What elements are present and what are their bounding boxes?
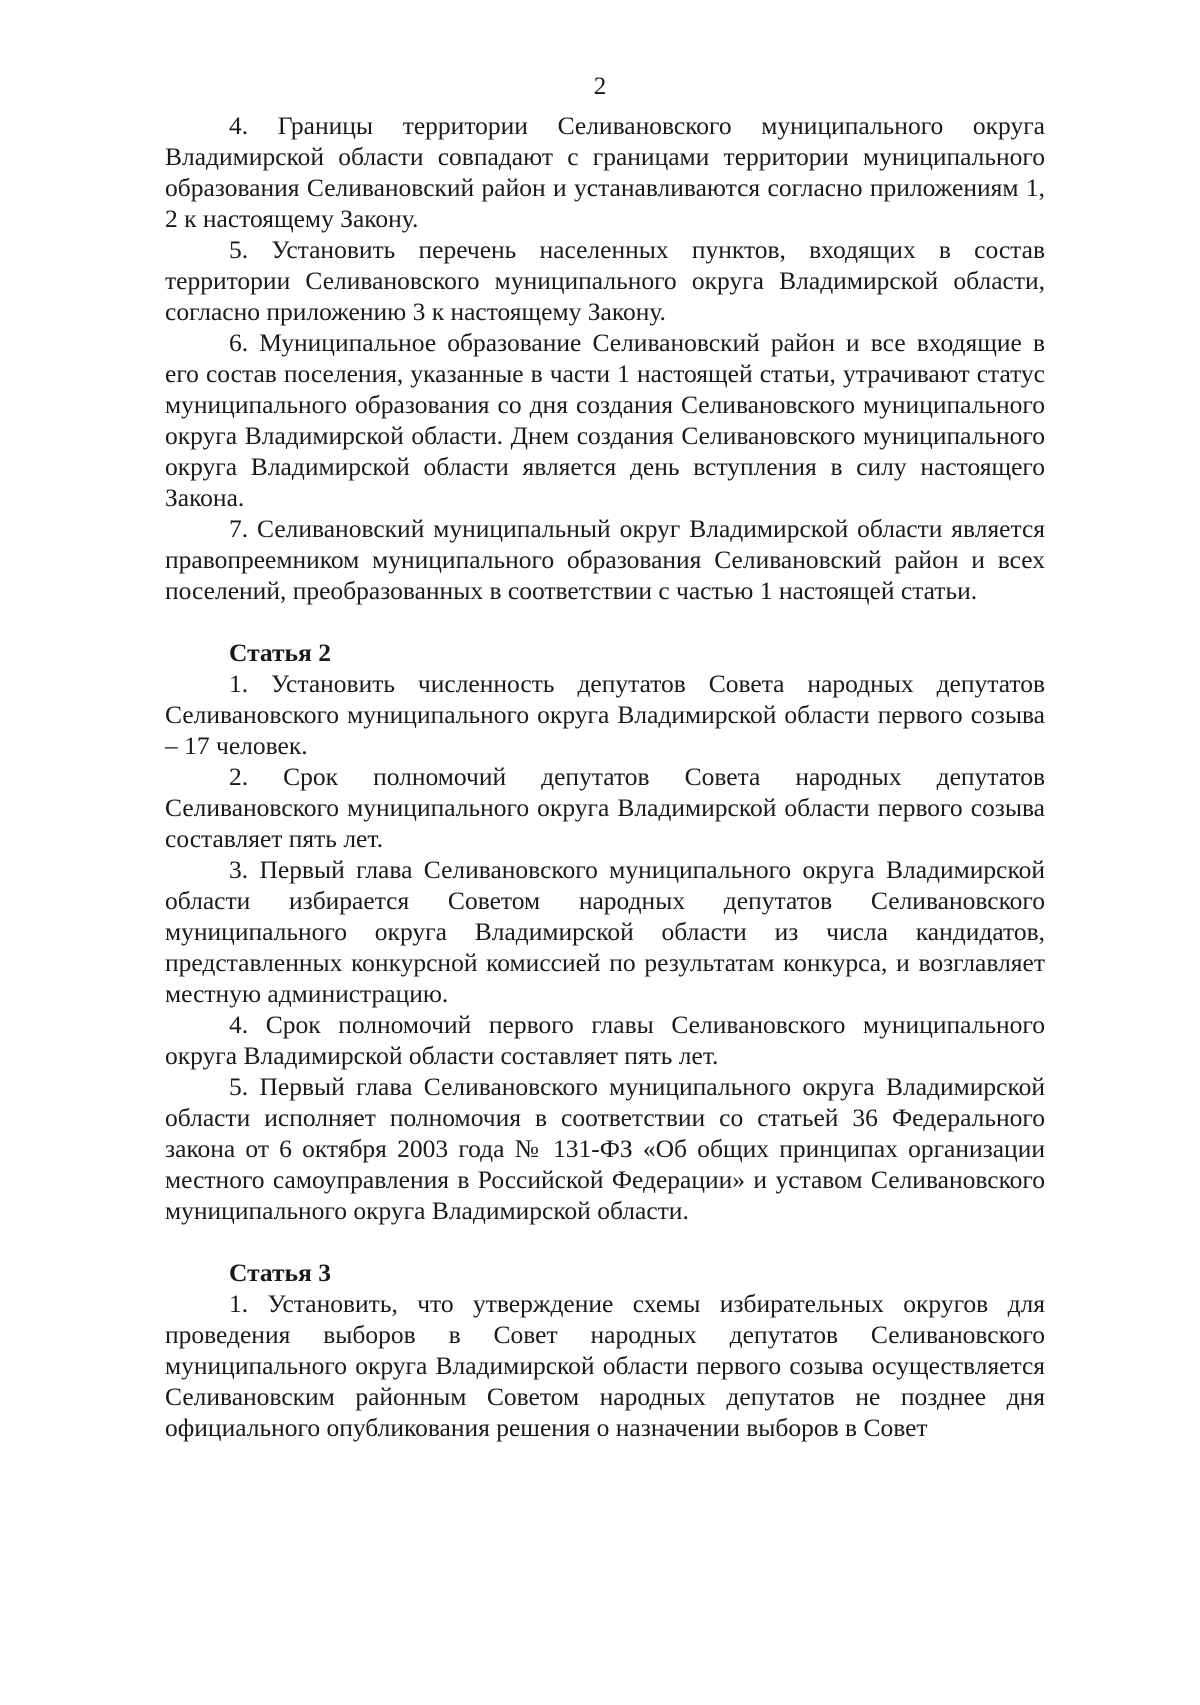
article-3-heading: Статья 3 (229, 1258, 331, 1287)
paragraph-1-5: 5. Установить перечень населенных пунктов, входящих в состав территории Селивановского муниципального округа Владимирской области, согласно приложению 3 к настоящему Закону. (165, 235, 1045, 326)
article-2-heading: Статья 2 (229, 638, 331, 667)
page-number: 2 (593, 73, 607, 100)
paragraph-2-2: 2. Срок полномочий депутатов Совета народных депутатов Селивановского муниципального округа Владимирской области первого созыва составляет пять лет. (165, 762, 1045, 853)
paragraph-2-3: 3. Первый глава Селивановского муниципального округа Владимирской области избирается Советом народных депутатов Селивановского муниципального округа Владимирской области из числа кандидатов, представленных конкурсной комиссией по результатам конкурса, и возглавляет местную администрацию. (165, 855, 1045, 1008)
paragraph-1-4: 4. Границы территории Селивановского муниципального округа Владимирской области совпадают с границами территории муниципального образования Селивановский район и устанавливаются согласно приложениям 1, 2 к настоящему Закону. (165, 111, 1045, 233)
paragraph-1-7: 7. Селивановский муниципальный округ Владимирской области является правопреемником муниципального образования Селивановский район и всех поселений, преобразованных в соответствии с частью 1 настоящей статьи. (165, 514, 1045, 605)
section-spacer (165, 1226, 1045, 1257)
paragraph-3-1: 1. Установить, что утверждение схемы избирательных округов для проведения выборов в Совет народных депутатов Селивановского муниципального округа Владимирской области первого созыва осуществляется Селивановским районным Советом народных депутатов не позднее дня официального опубликования решения о назначении выборов в Совет (165, 1289, 1045, 1442)
paragraph-2-5: 5. Первый глава Селивановского муниципального округа Владимирской области исполняет полномочия в соответствии со статьей 36 Федерального закона от 6 октября 2003 года № 131-ФЗ «Об общих принципах организации местного самоуправления в Российской Федерации» и уставом Селивановского муниципального округа Владимирской области. (165, 1072, 1045, 1225)
document-body (165, 110, 1045, 1443)
paragraph-1-6: 6. Муниципальное образование Селивановский район и все входящие в его состав поселения, указанные в части 1 настоящей статьи, утрачивают статус муниципального образования со дня создания Селивановского муниципального округа Владимирской области. Днем создания Селивановского муниципального округа Владимирской области является день вступления в силу настоящего Закона. (165, 328, 1045, 512)
paragraph-2-1: 1. Установить численность депутатов Совета народных депутатов Селивановского муниципального округа Владимирской области первого созыва – 17 человек. (165, 669, 1045, 760)
section-spacer (165, 606, 1045, 637)
paragraph-2-4: 4. Срок полномочий первого главы Селивановского муниципального округа Владимирской области составляет пять лет. (165, 1010, 1045, 1070)
